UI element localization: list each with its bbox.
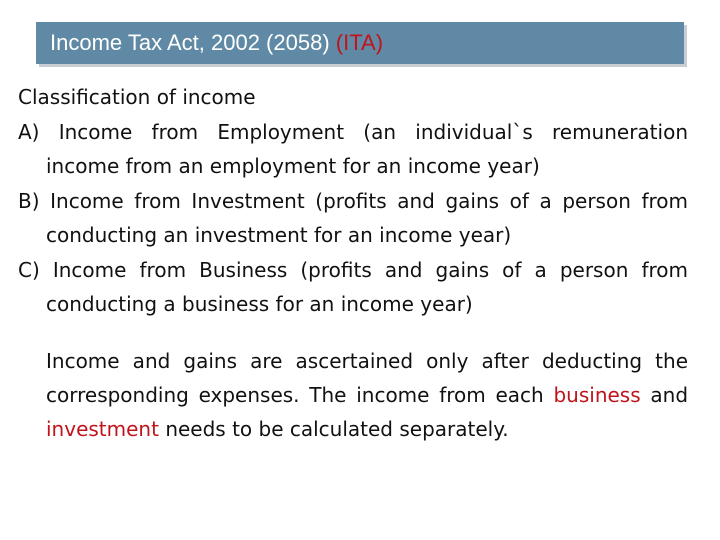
title-bar [36,22,684,64]
title-accent: (ITA) [335,30,384,55]
list-item-text: Income from Employment (an individual`s remuneration income from an employment for an income year) [46,119,688,178]
list-item-business [18,253,688,322]
note-highlight-business: business [553,382,641,407]
list-item-investment [18,184,688,253]
list-item-text: Income from Investment (profits and gains of a person from conducting an investment for an income year) [46,188,689,247]
note-text-2: and [650,382,689,407]
list-item-label: B) [18,188,40,213]
list-item-text: Income from Business (profits and gains of a person from conducting a business for an income year) [46,257,689,316]
note-highlight-investment: investment [46,416,159,441]
note-text-1: Income and gains are ascertained only after deducting the corresponding expenses. The income from each [46,348,688,407]
list-item-label: A) [18,119,40,144]
slide-title [50,30,383,56]
note-text-3: needs to be calculated separately. [165,416,509,441]
content-area [18,80,688,446]
title-main: Income Tax Act, 2002 (2058) [50,30,330,55]
list-item-employment [18,115,688,184]
note-paragraph [18,344,688,446]
list-item-label: C) [18,257,40,282]
section-heading: Classification of income [18,85,256,109]
